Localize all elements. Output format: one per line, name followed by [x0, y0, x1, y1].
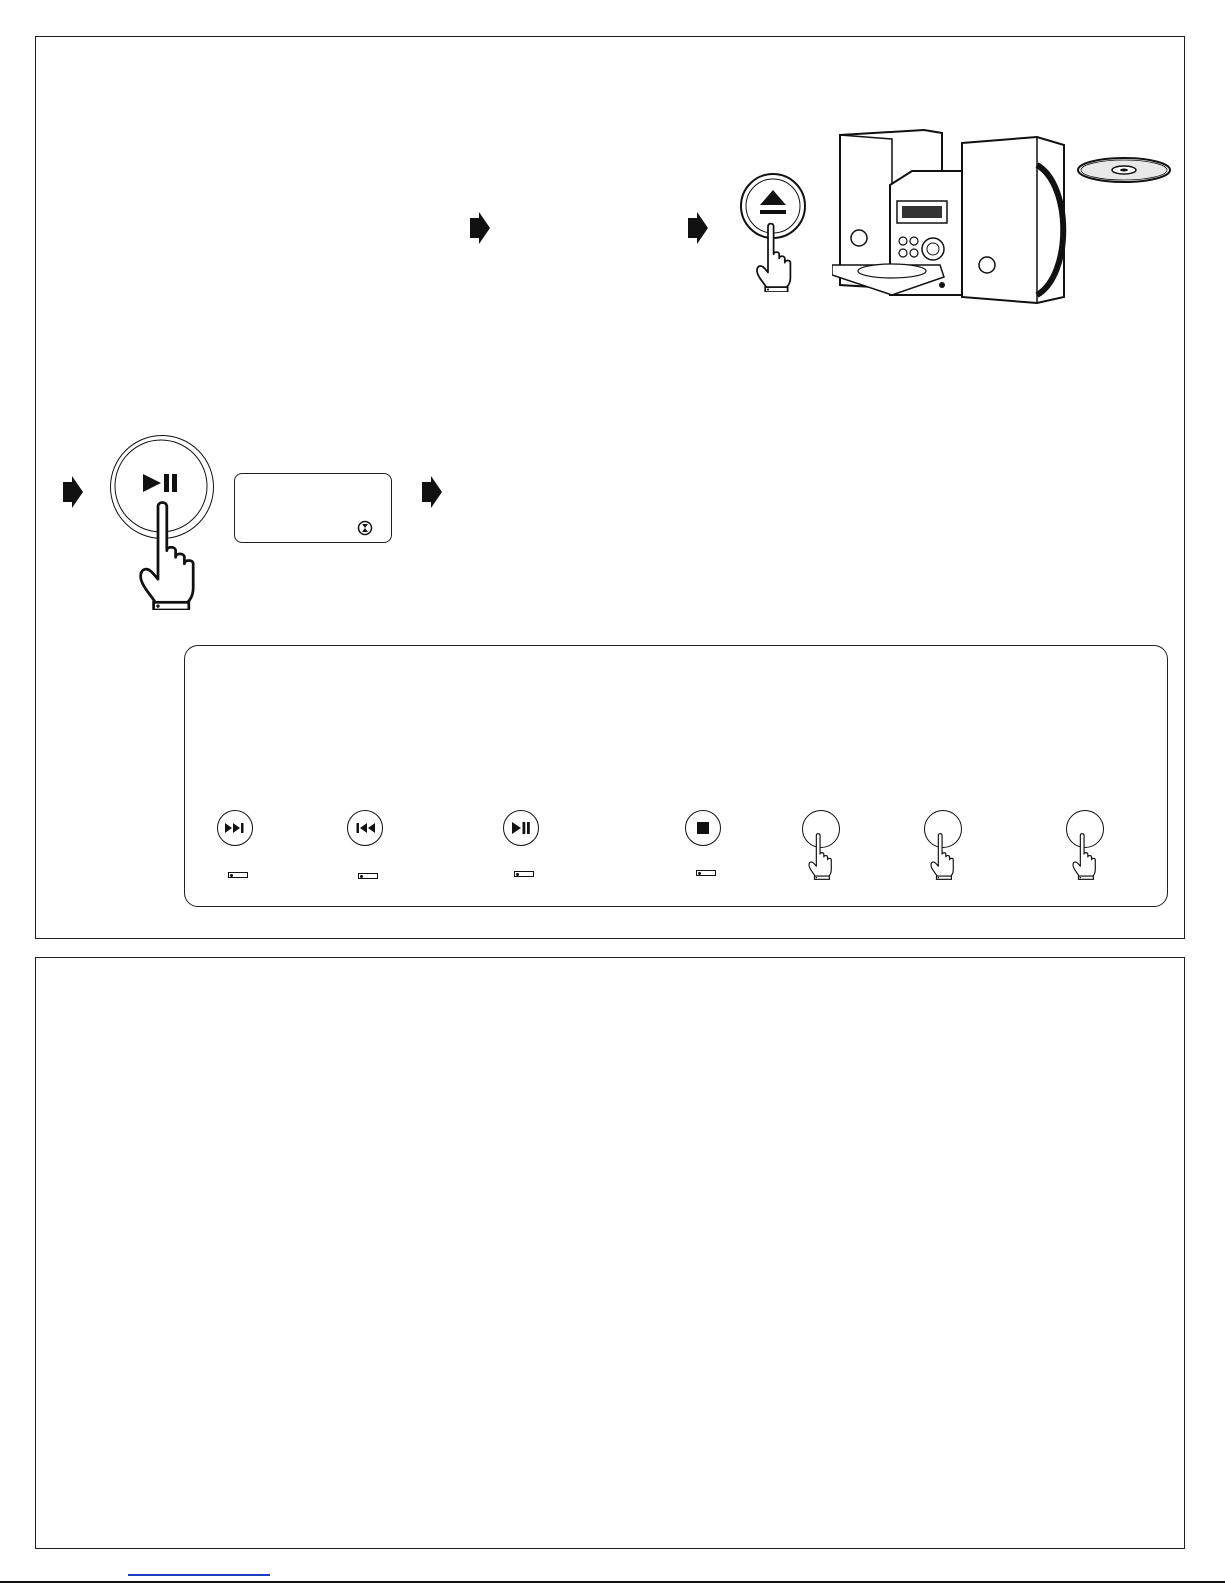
previous-track-icon — [354, 822, 376, 834]
arrow-right-icon — [422, 476, 442, 508]
stop-button[interactable] — [685, 810, 721, 846]
pointing-hand-icon — [136, 500, 202, 610]
arrow-right-icon — [470, 212, 490, 244]
lcd-display — [234, 473, 392, 543]
stop-icon — [696, 821, 710, 835]
arrow-right-icon — [688, 212, 708, 244]
disc-indicator-icon — [357, 520, 373, 536]
cd-disc-icon — [1075, 155, 1173, 185]
play-pause-icon — [511, 821, 531, 835]
previous-track-button[interactable] — [347, 810, 383, 846]
pointing-hand-icon — [754, 222, 796, 292]
footer-link-underline[interactable] — [128, 1574, 270, 1576]
led-indicator — [514, 871, 534, 877]
next-track-button[interactable] — [217, 810, 253, 846]
led-indicator — [358, 873, 378, 879]
empty-panel — [35, 957, 1185, 1549]
pointing-hand-icon — [1071, 832, 1099, 880]
stereo-system-illustration — [832, 125, 1082, 315]
playback-controls-box — [184, 645, 1168, 907]
footer-rule — [0, 1581, 1225, 1583]
led-indicator — [228, 872, 248, 878]
pointing-hand-icon — [929, 832, 957, 880]
pointing-hand-icon — [807, 832, 835, 880]
play-pause-small-button[interactable] — [503, 810, 539, 846]
next-track-icon — [224, 822, 246, 834]
arrow-right-icon — [63, 476, 83, 508]
led-indicator — [696, 870, 716, 876]
